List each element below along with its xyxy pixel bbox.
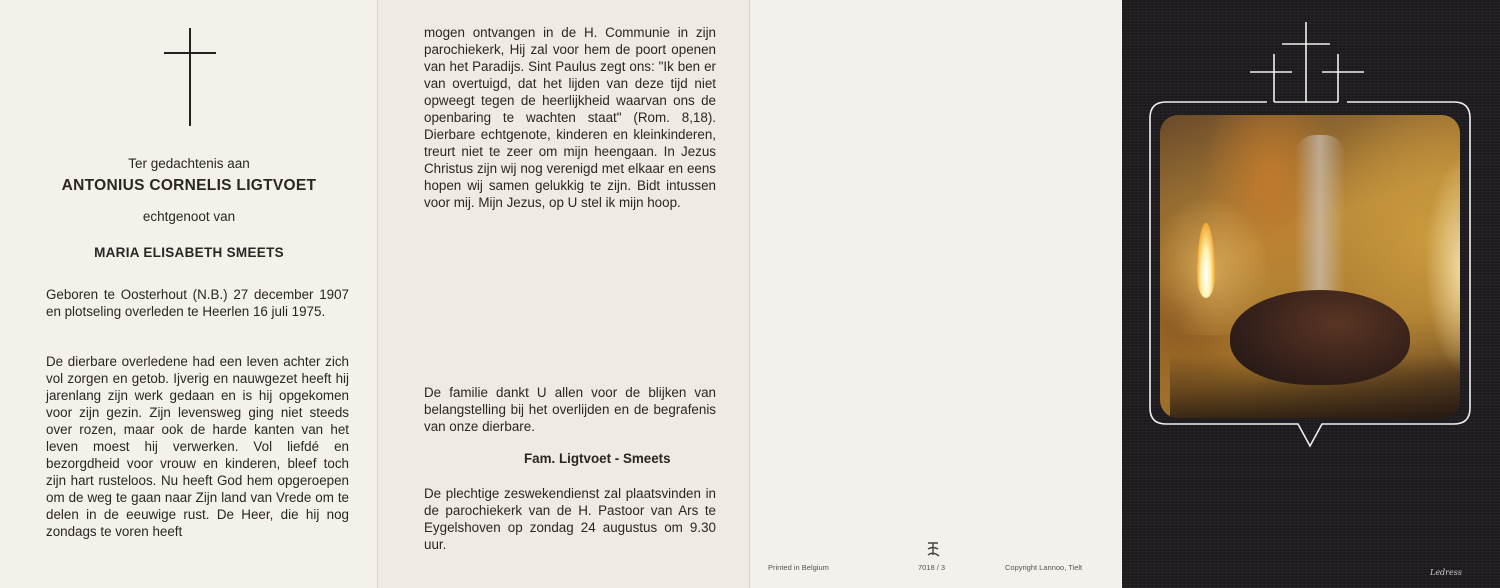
- spouse-of-line: echtgenoot van: [142, 209, 236, 224]
- thanks-text: De familie dankt U allen voor de blijken van belangstelling bij het overlijden en de begrafenis van onze dierbare.: [424, 385, 716, 434]
- cross-icon-bar: [164, 52, 216, 54]
- spouse-name: MARIA ELISABETH SMEETS: [94, 245, 284, 260]
- service-text: De plechtige zeswekendienst zal plaatsvinden in de parochiekerk van de H. Pastoor van Ars te Eygelshoven op zondag 24 augustus om 9.30 uur.: [424, 486, 716, 552]
- photo-pillar: [1295, 135, 1345, 305]
- memoriam-line: Ter gedachtenis aan: [128, 156, 250, 171]
- blank-panel: [750, 0, 1122, 588]
- biography-text: De dierbare overledene had een leven achter zich vol zorgen en getob. Ijverig en nauwgezet heeft hij jarenlang zijn werk gedaan en is hij opgekomen voor zijn gezin. Zijn levensweg ging niet steeds over rozen, maar ook de harde kanten van het leven moest hij verwerken. Vol liefdé en bezorgdheid voor vrouw en kinderen, bleef toch zijn hart rusteloos. Nu heeft God hem opgeroepen om de weg te gaan naar Zijn land van Vrede om te delen in de eeuwige rust. De Heer, die hij nog zondags te voren heeft: [46, 354, 349, 539]
- family-signature: Fam. Ligtvoet - Smeets: [524, 451, 671, 466]
- birth-death-text: Geboren te Oosterhout (N.B.) 27 december 1907 en plotseling overleden te Heerlen 16 juli 1975.: [46, 287, 349, 319]
- print-code: 7018 / 3: [918, 563, 946, 572]
- publisher-logo-icon: [925, 539, 943, 561]
- sermon-text: mogen ontvangen in de H. Communie in zijn parochiekerk, Hij zal voor hem de poort openen van het Paradijs. Sint Paulus zegt ons: "Ik ben er van overtuigd, dat het lijden van deze tijd niet opweegt tegen de heerlijkheid waarvan ons de openbaring te wachten staat" (Rom. 8,18). Dierbare echtgenote, kinderen en kleinkinderen, treurt niet te zeer om mijn heengaan. In Jezus Christus zijn wij nog verenigd met elkaar en eens hopen wij samen gelukkig te zijn. Bidt intussen voor mij. Mijn Jezus, op U stel ik mijn hoop.: [424, 25, 716, 210]
- artist-signature: Ledress: [1430, 568, 1462, 577]
- cross-icon: [189, 28, 191, 126]
- left-panel: [0, 0, 378, 588]
- candle-photo: [1160, 115, 1460, 418]
- printed-in-text: Printed in Belgium: [768, 563, 829, 572]
- oil-lamp: [1230, 290, 1410, 385]
- deceased-name: ANTONIUS CORNELIS LIGTVOET: [61, 177, 317, 194]
- copyright-text: Copyright Lannoo, Tielt: [1005, 563, 1083, 572]
